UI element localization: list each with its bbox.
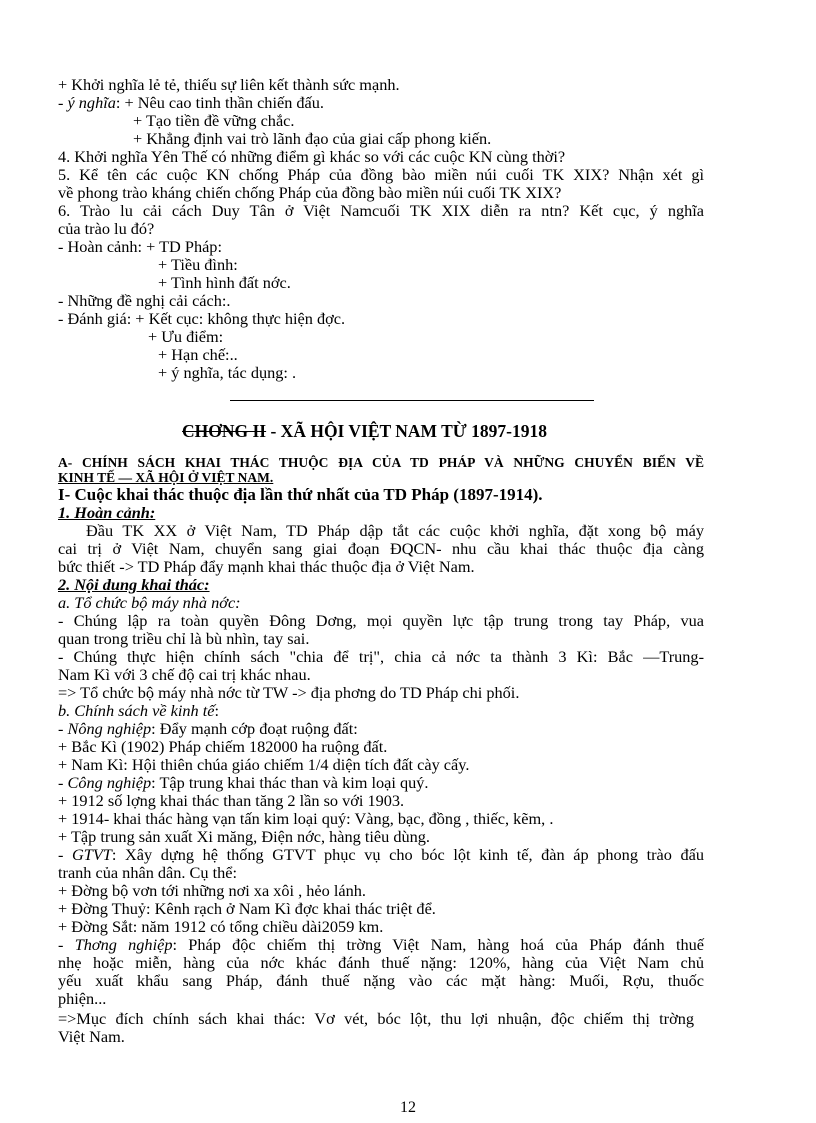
answer-situation: + Tình hình đất nớc. <box>158 273 291 292</box>
purpose-line-2: Việt Nam. <box>58 1027 125 1046</box>
industry-item-2: + 1914- khai thác hàng vạn tấn kim loại quý: Vàng, bạc, đồng , thiếc, kẽm, . <box>58 809 554 828</box>
transport-text-1: : Xây dựng hệ thống GTVT phục vụ cho bóc lột kinh tế, đàn áp phong trào đấu <box>111 845 705 864</box>
intro-line-4: + Khẳng định vai trò lãnh đạo của giai cấp phong kiến. <box>133 129 492 148</box>
industry-label: - Công nghiệp <box>58 773 152 792</box>
industry-item-3: + Tập trung sản xuất Xi măng, Điện nớc, hàng tiêu dùng. <box>58 827 430 846</box>
state-conclusion: => Tổ chức bộ máy nhà nớc từ TW -> địa phơng do TD Pháp chi phối. <box>58 683 520 702</box>
question-5-line-2: về phong trào kháng chiến chống Pháp của đồng bào miền núi cuối TK XIX? <box>58 183 562 202</box>
question-6-line-1: 6. Trào lu cải cách Duy Tân ở Việt Namcuối TK XIX diễn ra ntn? Kết cục, ý nghĩa <box>58 201 704 220</box>
commerce-line-2: nhẹ hoặc miễn, hàng của nớc khác đánh thuế nặng: 120%, hàng của Việt Nam chủ <box>58 953 704 972</box>
section-i-heading: I- Cuộc khai thác thuộc địa lần thứ nhất của TD Pháp (1897-1914). <box>58 485 543 504</box>
agriculture-item-2: + Nam Kì: Hội thiên chúa giáo chiếm 1/4 diện tích đất cày cấy. <box>58 755 470 774</box>
chapter-rest: - XÃ HỘI VIỆT NAM TỪ 1897-1918 <box>270 421 547 441</box>
commerce-text-1: : Pháp độc chiếm thị trờng Việt Nam, hàng hoá của Pháp đánh thuế <box>172 935 704 954</box>
economic-policy-heading <box>58 702 219 720</box>
commerce-line-1 <box>58 936 704 954</box>
answer-significance: + ý nghĩa, tác dụng: . <box>158 363 297 382</box>
agriculture-label: - Nông nghiệp <box>58 719 152 738</box>
state-line-3: - Chúng thực hiện chính sách "chia để trị", chia cả nớc ta thành 3 Kì: Bắc —Trung- <box>58 647 704 666</box>
commerce-label: - Thơng nghiệp <box>58 935 173 954</box>
commerce-line-4: phiện... <box>58 989 107 1008</box>
section-a-line-1: A- CHÍNH SÁCH KHAI THÁC THUỘC ĐỊA CỦA TD PHÁP VÀ NHỮNG CHUYỂN BIẾN VỀ <box>58 455 704 470</box>
transport-line-2: tranh của nhân dân. Cụ thể: <box>58 863 238 882</box>
agriculture-text: : Đẩy mạnh cớp đoạt ruộng đất: <box>151 719 358 738</box>
agriculture-line <box>58 720 358 738</box>
transport-item-2: + Đờng Thuỷ: Kênh rạch ở Nam Kì đợc khai thác triệt để. <box>58 899 436 918</box>
state-line-1: - Chúng lập ra toàn quyền Đông Dơng, mọi quyền lực tập trung trong tay Pháp, vua <box>58 611 704 630</box>
commerce-line-3: yếu xuất khẩu sang Pháp, đánh thuế nặng vào các mặt hàng: Muối, Rợu, thuốc <box>58 971 704 990</box>
agriculture-item-1: + Bắc Kì (1902) Pháp chiếm 182000 ha ruộng đất. <box>58 737 388 756</box>
page-number: 12 <box>400 1099 416 1116</box>
question-6-line-2: của trào lu đó? <box>58 219 155 238</box>
meaning-text: : + Nêu cao tinh thần chiến đấu. <box>115 93 324 112</box>
context-p2: cai trị ở Việt Nam, chuyển sang giai đoạn ĐQCN- nhu cầu khai thác thuộc địa càng <box>58 539 704 558</box>
answer-evaluation: - Đánh giá: + Kết cục: không thực hiện đợc. <box>58 309 346 328</box>
economic-policy-label: b. Chính sách về kinh tế <box>58 701 215 720</box>
intro-line-1: + Khởi nghĩa lẻ tẻ, thiếu sự liên kết thành sức mạnh. <box>58 75 400 94</box>
question-5-line-1: 5. Kể tên các cuộc KN chống Pháp của đồng bào miền núi cuối TK XIX? Nhận xét gì <box>58 165 704 184</box>
answer-proposals: - Những đề nghị cải cách:. <box>58 291 231 310</box>
intro-line-3: + Tạo tiền đề vững chắc. <box>133 111 295 130</box>
chapter-title <box>182 421 547 441</box>
industry-line <box>58 774 428 792</box>
answer-court: + Tiều đình: <box>158 255 238 274</box>
answer-strengths: + Ưu điểm: <box>148 327 224 346</box>
transport-item-1: + Đờng bộ vơn tới những nơi xa xôi , hẻo lánh. <box>58 881 366 900</box>
transport-item-3: + Đờng Sắt: năm 1912 có tổng chiều dài2059 km. <box>58 917 384 936</box>
content-heading: 2. Nội dung khai thác: <box>58 575 210 594</box>
economic-policy-colon: : <box>214 701 219 720</box>
state-line-2: quan trong triều chỉ là bù nhìn, tay sai. <box>58 629 310 648</box>
state-line-4: Nam Kì với 3 chế độ cai trị khác nhau. <box>58 665 311 684</box>
purpose-line-1: =>Mục đích chính sách khai thác: Vơ vét, bóc lột, thu lợi nhuận, độc chiếm thị trờng <box>58 1009 694 1028</box>
answer-context: - Hoàn cảnh: + TD Pháp: <box>58 237 222 256</box>
answer-limits: + Hạn chế:.. <box>158 345 238 364</box>
meaning-label: - ý nghĩa <box>58 93 116 112</box>
industry-item-1: + 1912 số lợng khai thác than tăng 2 lần so với 1903. <box>58 791 405 810</box>
state-apparatus-heading: a. Tổ chức bộ máy nhà nớc: <box>58 593 241 612</box>
intro-line-2 <box>58 94 324 112</box>
industry-text: : Tập trung khai thác than và kim loại quý. <box>151 773 429 792</box>
transport-label: - GTVT <box>58 845 112 864</box>
chapter-prefix: CHƠNG II <box>182 421 267 441</box>
divider-rule <box>230 400 594 401</box>
section-a-line-2: KINH TẾ — XÃ HỘI Ở VIỆT NAM. <box>58 470 274 485</box>
context-p3: bức thiết -> TD Pháp đẩy mạnh khai thác thuộc địa ở Việt Nam. <box>58 557 475 576</box>
question-4: 4. Khởi nghĩa Yên Thế có những điểm gì khác so với các cuộc KN cùng thời? <box>58 147 566 166</box>
transport-line-1 <box>58 846 704 864</box>
context-p1: Đầu TK XX ở Việt Nam, TD Pháp dập tắt các cuộc khởi nghĩa, đặt xong bộ máy <box>86 521 704 540</box>
context-heading: 1. Hoàn cảnh: <box>58 503 156 522</box>
